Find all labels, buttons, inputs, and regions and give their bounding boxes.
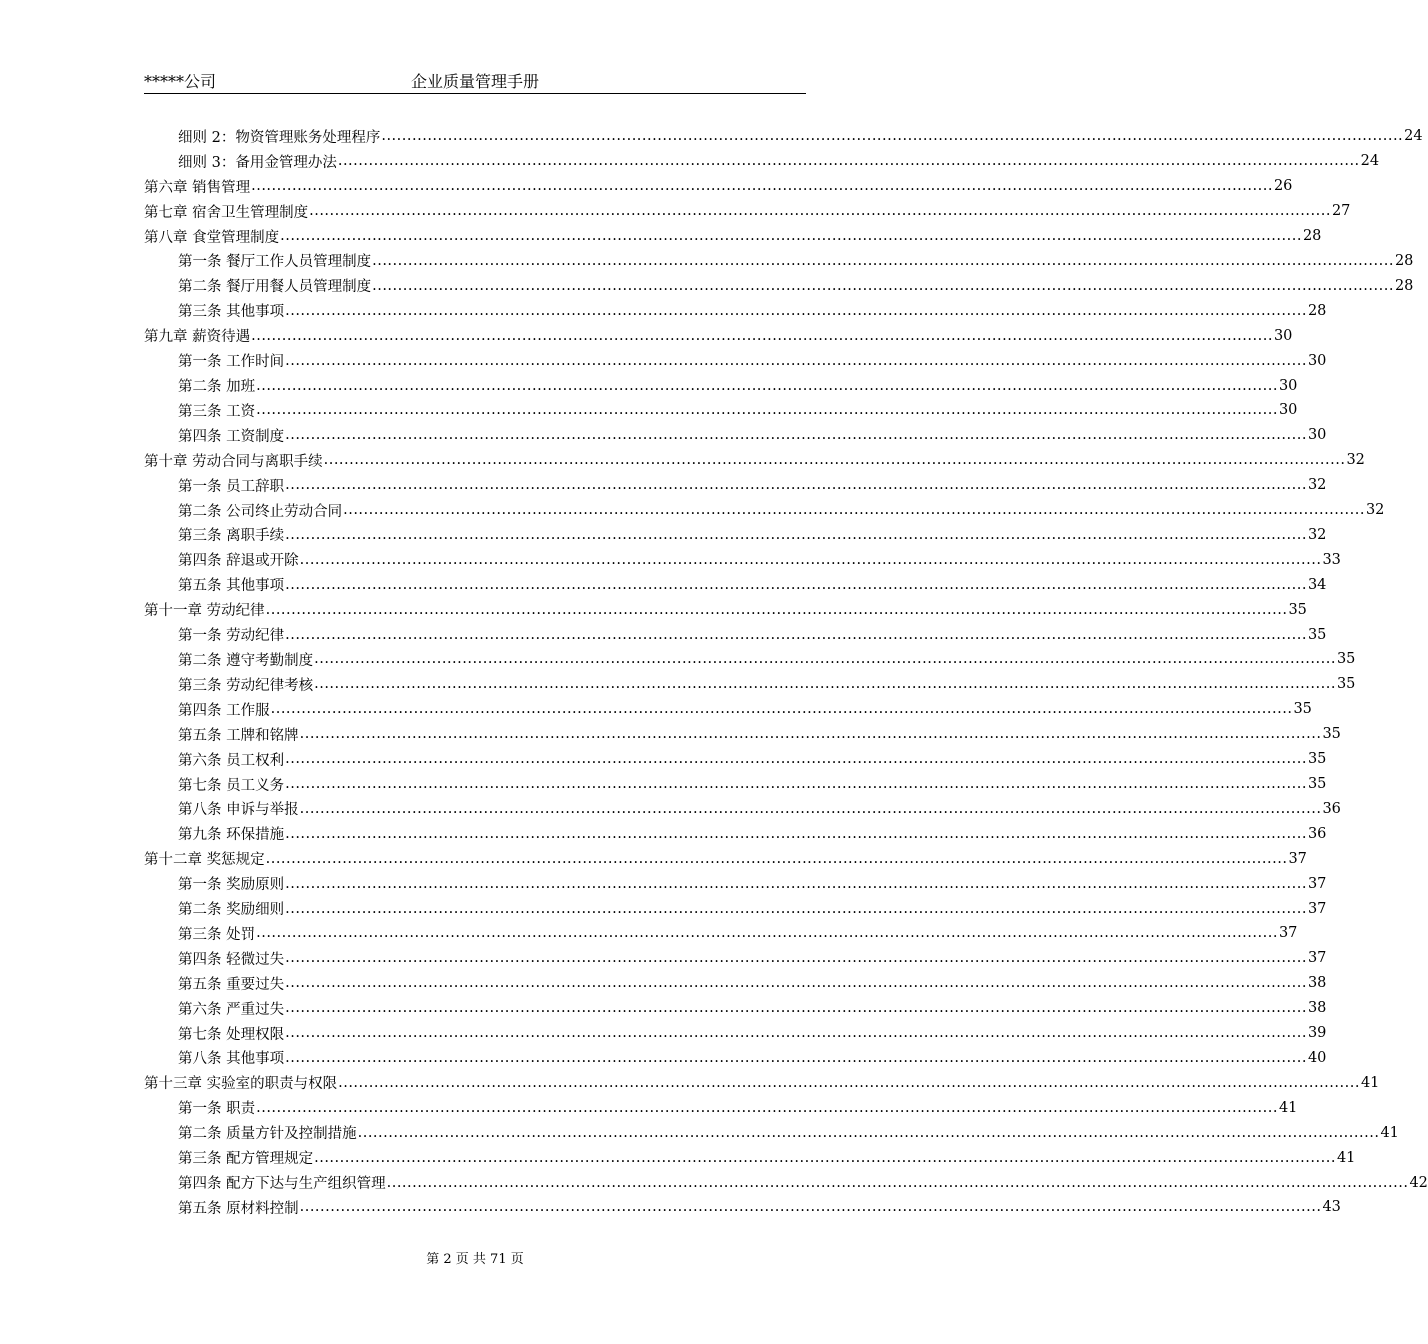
- toc-entry[interactable]: [144, 622, 1327, 647]
- toc-entry-page: 38: [1307, 975, 1327, 992]
- toc-entry-page: 39: [1307, 1025, 1327, 1042]
- toc-entry-page: 30: [1273, 327, 1293, 344]
- toc-dot-leader: ........................................................................................................................................................................................................: [256, 1099, 1278, 1116]
- toc-entry-page: 41: [1380, 1124, 1399, 1141]
- toc-entry-page: 37: [1288, 850, 1307, 867]
- toc-entry-title: 第五条 原材料控制: [178, 1200, 299, 1217]
- toc-dot-leader: ........................................................................................................................................................................................................: [285, 576, 1307, 593]
- toc-entry-page: 26: [1273, 178, 1293, 195]
- toc-dot-leader: ........................................................................................................................................................................................................: [285, 900, 1307, 917]
- toc-entry[interactable]: [144, 473, 1327, 498]
- toc-entry[interactable]: [144, 896, 1327, 921]
- toc-entry-page: 32: [1307, 526, 1327, 543]
- toc-dot-leader: ........................................................................................................................................................................................................: [372, 252, 1394, 269]
- toc-entry[interactable]: [144, 1021, 1327, 1046]
- toc-entry-page: 32: [1346, 452, 1365, 469]
- toc-entry[interactable]: [144, 971, 1327, 996]
- toc-entry-page: 28: [1394, 277, 1414, 294]
- toc-entry[interactable]: [144, 772, 1327, 797]
- toc-entry[interactable]: [144, 1145, 1356, 1170]
- toc-entry-title: 第五条 重要过失: [178, 976, 285, 993]
- toc-entry-title: 第九条 环保措施: [178, 827, 285, 844]
- toc-entry-title: 第一条 工作时间: [178, 354, 285, 371]
- toc-entry-page: 33: [1322, 551, 1341, 568]
- toc-entry-page: 35: [1336, 676, 1356, 693]
- toc-entry-title: 第八章 食堂管理制度: [144, 229, 280, 246]
- toc-entry-title: 第二条 质量方针及控制措施: [178, 1126, 357, 1143]
- toc-entry-title: 第十三章 实验室的职责与权限: [144, 1076, 338, 1093]
- toc-entry-title: 第三条 劳动纪律考核: [178, 677, 314, 694]
- toc-dot-leader: ........................................................................................................................................................................................................: [251, 178, 1273, 195]
- toc-dot-leader: ........................................................................................................................................................................................................: [357, 1124, 1380, 1141]
- toc-entry-page: 28: [1394, 252, 1414, 269]
- toc-dot-leader: ........................................................................................................................................................................................................: [256, 377, 1278, 394]
- toc-dot-leader: ........................................................................................................................................................................................................: [285, 825, 1307, 842]
- toc-entry-page: 27: [1331, 203, 1351, 220]
- toc-entry[interactable]: [144, 199, 1351, 224]
- toc-entry-title: 第九章 薪资待遇: [144, 329, 251, 346]
- toc-entry[interactable]: [144, 149, 1380, 174]
- toc-entry-title: 第三条 处罚: [178, 926, 256, 943]
- toc-entry-page: 38: [1307, 1000, 1327, 1017]
- toc-entry[interactable]: [144, 946, 1327, 971]
- toc-entry-title: 第六条 严重过失: [178, 1001, 285, 1018]
- toc-entry-title: 第六章 销售管理: [144, 179, 251, 196]
- toc-entry-title: 第二条 餐厅用餐人员管理制度: [178, 279, 372, 296]
- toc-entry-title: 第三条 其他事项: [178, 304, 285, 321]
- toc-entry[interactable]: [144, 423, 1327, 448]
- toc-entry[interactable]: [144, 1070, 1380, 1095]
- toc-entry[interactable]: [144, 697, 1312, 722]
- toc-entry[interactable]: [144, 547, 1341, 572]
- toc-entry-title: 第一条 餐厅工作人员管理制度: [178, 254, 372, 271]
- toc-entry-title: 第四条 轻微过失: [178, 951, 285, 968]
- toc-dot-leader: ........................................................................................................................................................................................................: [299, 551, 1322, 568]
- toc-entry[interactable]: [144, 373, 1298, 398]
- toc-dot-leader: ........................................................................................................................................................................................................: [337, 153, 1360, 170]
- toc-dot-leader: ........................................................................................................................................................................................................: [265, 850, 1288, 867]
- toc-dot-leader: ........................................................................................................................................................................................................: [256, 402, 1278, 419]
- toc-entry-title: 第七条 处理权限: [178, 1026, 285, 1043]
- toc-entry-title: 第八条 其他事项: [178, 1051, 285, 1068]
- toc-dot-leader: ........................................................................................................................................................................................................: [343, 502, 1365, 519]
- toc-entry[interactable]: [144, 1046, 1327, 1071]
- toc-entry-title: 细则 3：备用金管理办法: [178, 154, 337, 171]
- toc-dot-leader: ........................................................................................................................................................................................................: [285, 875, 1307, 892]
- toc-entry-title: 第四条 工作服: [178, 702, 270, 719]
- toc-entry-title: 第八条 申诉与举报: [178, 802, 299, 819]
- toc-entry[interactable]: [144, 1195, 1341, 1220]
- toc-entry[interactable]: [144, 821, 1327, 846]
- toc-dot-leader: ........................................................................................................................................................................................................: [314, 651, 1336, 668]
- document-title: 企业质量管理手册: [410, 72, 539, 91]
- toc-entry-page: 43: [1322, 1199, 1341, 1216]
- toc-entry-page: 41: [1278, 1099, 1298, 1116]
- toc-entry[interactable]: [144, 298, 1327, 323]
- toc-entry-page: 24: [1404, 128, 1423, 145]
- toc-dot-leader: ........................................................................................................................................................................................................: [256, 925, 1278, 942]
- toc-entry-title: 第四条 配方下达与生产组织管理: [178, 1176, 386, 1193]
- toc-entry-title: 第五条 工牌和铭牌: [178, 727, 299, 744]
- toc-entry[interactable]: [144, 672, 1356, 697]
- toc-dot-leader: ........................................................................................................................................................................................................: [285, 352, 1307, 369]
- toc-dot-leader: ........................................................................................................................................................................................................: [386, 1174, 1409, 1191]
- toc-entry-page: 30: [1307, 352, 1327, 369]
- toc-entry-page: 35: [1307, 751, 1327, 768]
- toc-entry-page: 36: [1322, 800, 1341, 817]
- toc-entry-title: 第四条 辞退或开除: [178, 553, 299, 570]
- toc-entry[interactable]: [144, 647, 1356, 672]
- toc-dot-leader: ........................................................................................................................................................................................................: [314, 676, 1336, 693]
- toc-dot-leader: ........................................................................................................................................................................................................: [265, 601, 1288, 618]
- toc-entry-page: 35: [1293, 701, 1312, 718]
- toc-entry[interactable]: [144, 722, 1341, 747]
- toc-entry-page: 30: [1278, 402, 1298, 419]
- toc-dot-leader: ........................................................................................................................................................................................................: [372, 277, 1394, 294]
- toc-entry-page: 35: [1307, 626, 1327, 643]
- toc-entry-title: 第六条 员工权利: [178, 752, 285, 769]
- toc-entry[interactable]: [144, 323, 1293, 348]
- toc-dot-leader: ........................................................................................................................................................................................................: [309, 203, 1331, 220]
- toc-entry[interactable]: [144, 796, 1341, 821]
- toc-entry[interactable]: [144, 572, 1327, 597]
- toc-dot-leader: ........................................................................................................................................................................................................: [285, 302, 1307, 319]
- toc-entry-page: 24: [1360, 153, 1380, 170]
- toc-entry[interactable]: [144, 249, 1414, 274]
- toc-entry-page: 35: [1288, 601, 1307, 618]
- toc-entry[interactable]: [144, 224, 1322, 249]
- toc-entry-title: 第一条 奖励原则: [178, 877, 285, 894]
- toc-entry-title: 细则 2：物资管理账务处理程序: [178, 129, 381, 146]
- toc-entry-page: 37: [1307, 950, 1327, 967]
- toc-entry-page: 41: [1360, 1074, 1380, 1091]
- toc-entry-page: 30: [1307, 427, 1327, 444]
- toc-dot-leader: ........................................................................................................................................................................................................: [285, 1049, 1307, 1066]
- toc-entry[interactable]: [144, 871, 1327, 896]
- toc-dot-leader: ........................................................................................................................................................................................................: [285, 776, 1307, 793]
- toc-dot-leader: ........................................................................................................................................................................................................: [314, 1149, 1336, 1166]
- toc-entry[interactable]: [144, 124, 1423, 149]
- page-footer: 第 2 页 共 71 页: [426, 1252, 524, 1267]
- table-of-contents: [144, 124, 1428, 1220]
- toc-dot-leader: ........................................................................................................................................................................................................: [299, 1199, 1322, 1216]
- toc-entry-page: 40: [1307, 1049, 1327, 1066]
- toc-dot-leader: ........................................................................................................................................................................................................: [285, 1025, 1307, 1042]
- toc-entry[interactable]: [144, 747, 1327, 772]
- toc-entry-title: 第三条 工资: [178, 403, 256, 420]
- toc-dot-leader: ........................................................................................................................................................................................................: [299, 800, 1322, 817]
- toc-entry-page: 28: [1307, 302, 1327, 319]
- toc-entry-page: 34: [1307, 576, 1327, 593]
- toc-dot-leader: ........................................................................................................................................................................................................: [285, 1000, 1307, 1017]
- toc-dot-leader: ........................................................................................................................................................................................................: [323, 452, 1346, 469]
- toc-entry[interactable]: [144, 1170, 1428, 1195]
- toc-entry-title: 第一条 职责: [178, 1101, 256, 1118]
- toc-entry-title: 第十一章 劳动纪律: [144, 603, 265, 620]
- toc-entry-title: 第二条 奖励细则: [178, 902, 285, 919]
- toc-entry-title: 第二条 公司终止劳动合同: [178, 503, 343, 520]
- toc-entry[interactable]: [144, 1120, 1399, 1145]
- toc-entry-title: 第二条 遵守考勤制度: [178, 652, 314, 669]
- toc-entry-title: 第三条 离职手续: [178, 528, 285, 545]
- toc-dot-leader: ........................................................................................................................................................................................................: [285, 950, 1307, 967]
- toc-entry-page: 32: [1307, 477, 1327, 494]
- toc-entry[interactable]: [144, 174, 1293, 199]
- toc-entry-page: 35: [1322, 726, 1341, 743]
- toc-dot-leader: ........................................................................................................................................................................................................: [285, 975, 1307, 992]
- toc-dot-leader: ........................................................................................................................................................................................................: [285, 427, 1307, 444]
- toc-entry[interactable]: [144, 348, 1327, 373]
- toc-dot-leader: ........................................................................................................................................................................................................: [251, 327, 1273, 344]
- toc-entry[interactable]: [144, 921, 1298, 946]
- toc-entry[interactable]: [144, 448, 1365, 473]
- toc-entry-page: 35: [1307, 776, 1327, 793]
- toc-entry[interactable]: [144, 1095, 1298, 1120]
- toc-entry-title: 第七条 员工义务: [178, 777, 285, 794]
- toc-entry-page: 30: [1278, 377, 1298, 394]
- toc-entry[interactable]: [144, 846, 1307, 871]
- toc-entry-title: 第二条 加班: [178, 379, 256, 396]
- toc-entry-page: 35: [1336, 651, 1356, 668]
- toc-entry[interactable]: [144, 996, 1327, 1021]
- toc-entry-page: 42: [1409, 1174, 1428, 1191]
- toc-entry[interactable]: [144, 398, 1298, 423]
- toc-entry-title: 第十章 劳动合同与离职手续: [144, 453, 323, 470]
- toc-dot-leader: ........................................................................................................................................................................................................: [285, 526, 1307, 543]
- company-name: *****公司: [144, 72, 217, 91]
- toc-entry[interactable]: [144, 523, 1327, 548]
- page-header: [144, 68, 806, 94]
- toc-dot-leader: ........................................................................................................................................................................................................: [270, 701, 1293, 718]
- toc-entry-page: 28: [1302, 228, 1322, 245]
- toc-dot-leader: ........................................................................................................................................................................................................: [285, 477, 1307, 494]
- toc-entry-page: 37: [1307, 900, 1327, 917]
- toc-entry-title: 第一条 员工辞职: [178, 478, 285, 495]
- toc-entry-title: 第四条 工资制度: [178, 428, 285, 445]
- toc-entry-page: 36: [1307, 825, 1327, 842]
- toc-entry-title: 第七章 宿舍卫生管理制度: [144, 204, 309, 221]
- toc-entry-page: 41: [1336, 1149, 1356, 1166]
- toc-dot-leader: ........................................................................................................................................................................................................: [280, 228, 1302, 245]
- toc-entry[interactable]: [144, 597, 1307, 622]
- toc-dot-leader: ........................................................................................................................................................................................................: [299, 726, 1322, 743]
- toc-entry-page: 37: [1307, 875, 1327, 892]
- toc-dot-leader: ........................................................................................................................................................................................................: [285, 751, 1307, 768]
- toc-dot-leader: ........................................................................................................................................................................................................: [381, 128, 1404, 145]
- toc-entry-title: 第三条 配方管理规定: [178, 1151, 314, 1168]
- toc-dot-leader: ........................................................................................................................................................................................................: [285, 626, 1307, 643]
- toc-dot-leader: ........................................................................................................................................................................................................: [338, 1074, 1360, 1091]
- toc-entry-title: 第一条 劳动纪律: [178, 628, 285, 645]
- toc-entry-page: 37: [1278, 925, 1298, 942]
- toc-entry-title: 第十二章 奖惩规定: [144, 852, 265, 869]
- toc-entry[interactable]: [144, 273, 1414, 298]
- toc-entry-page: 32: [1365, 502, 1385, 519]
- toc-entry[interactable]: [144, 498, 1385, 523]
- toc-entry-title: 第五条 其他事项: [178, 578, 285, 595]
